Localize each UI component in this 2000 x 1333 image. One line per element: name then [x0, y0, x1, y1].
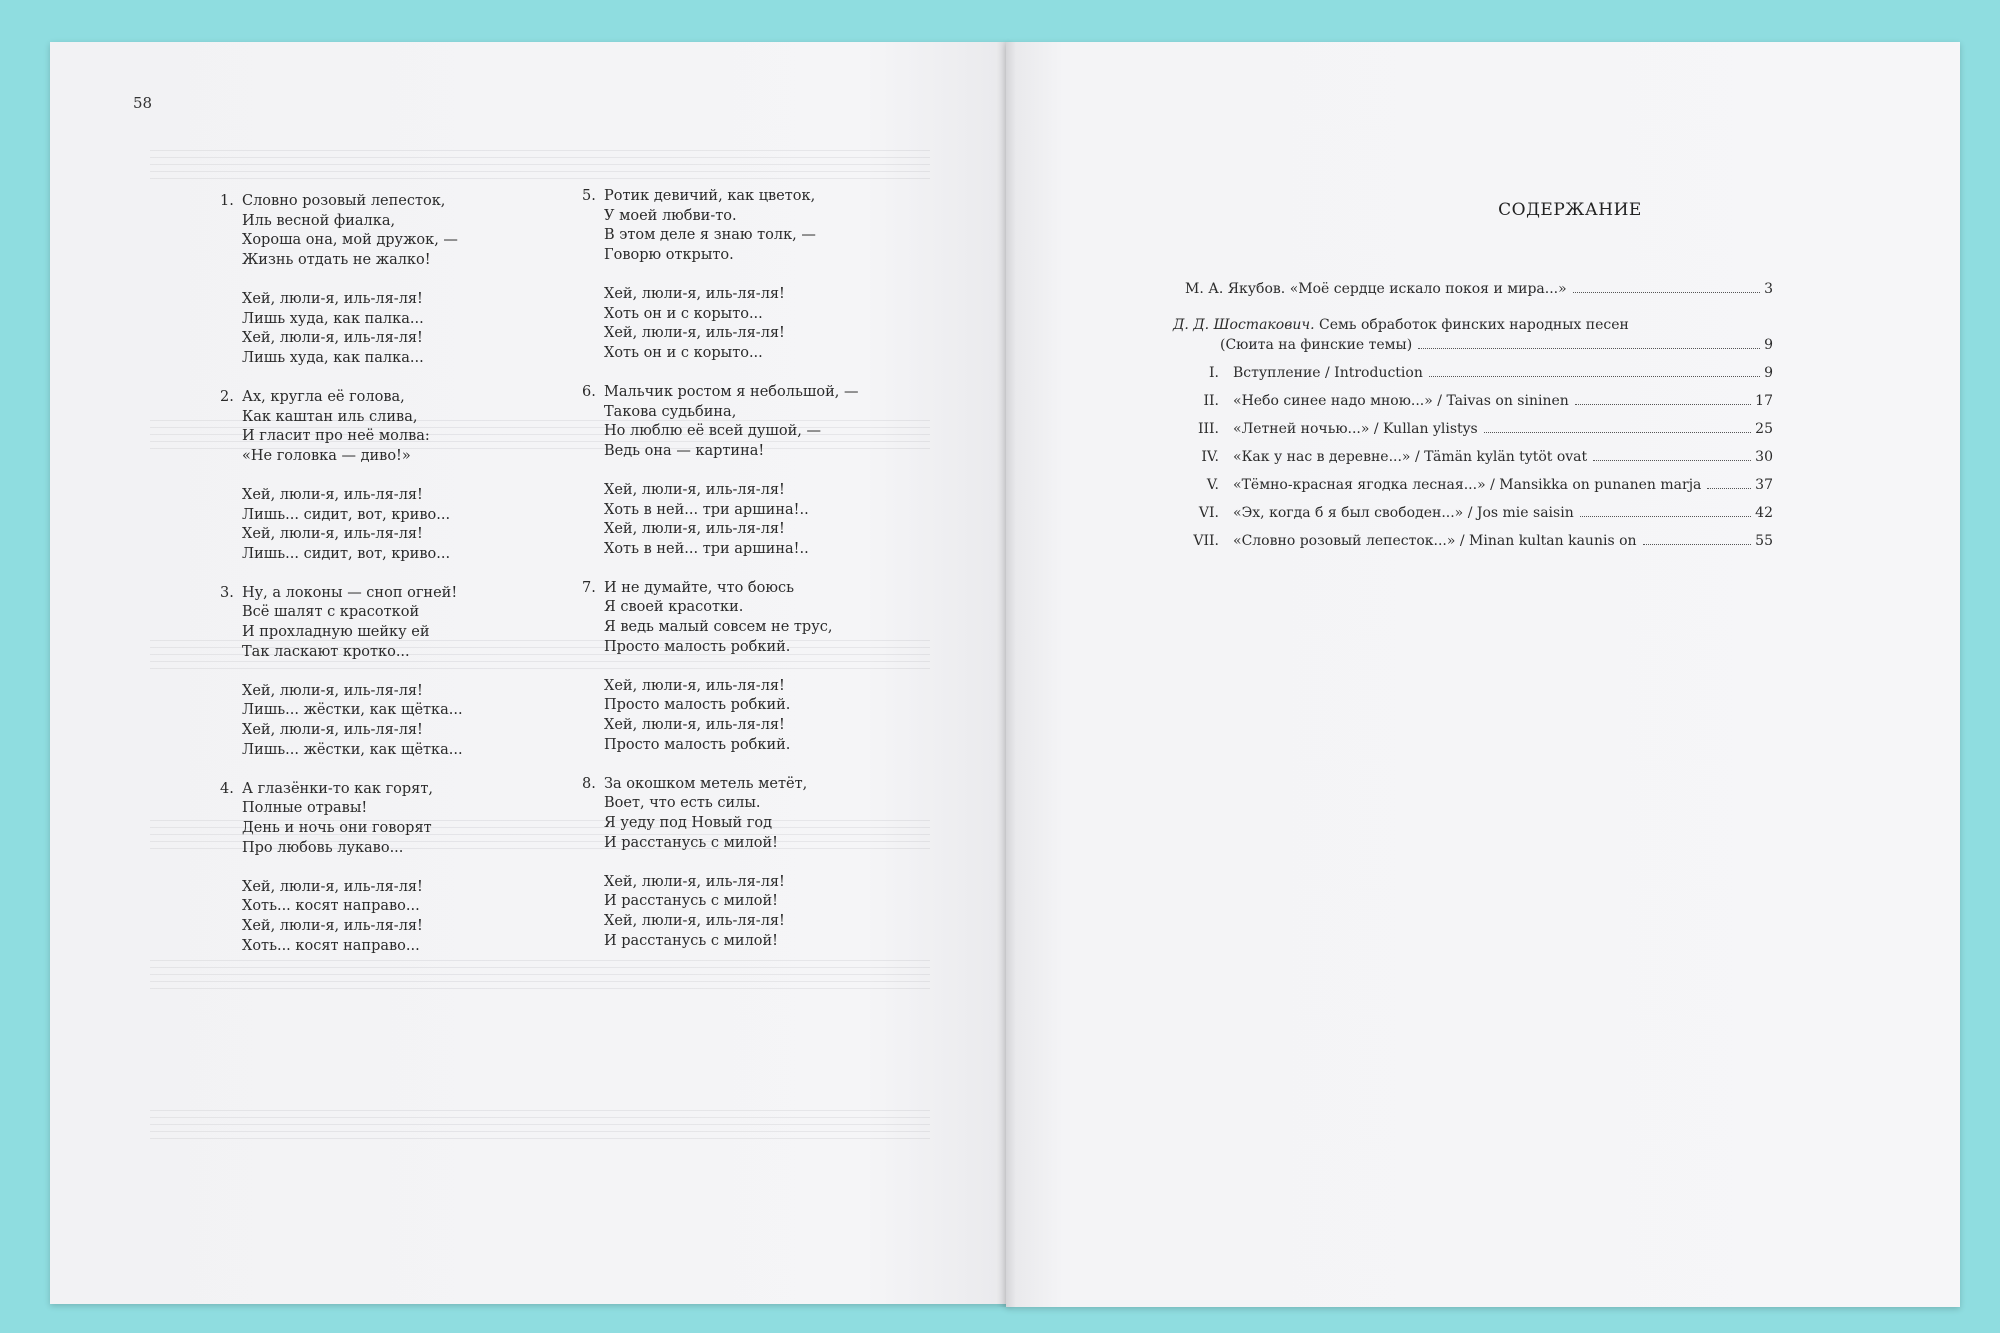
- stanza-gap: [220, 760, 463, 780]
- ghost-staff-line: [150, 1138, 930, 1139]
- refrain-text: Хей, люли-я, иль-ля-ля!: [242, 878, 423, 895]
- refrain-text: Хей, люли-я, иль-ля-ля!: [604, 912, 785, 929]
- toc-page: 3: [1764, 281, 1773, 297]
- refrain-text: Хей, люли-я, иль-ля-ля!: [604, 285, 785, 302]
- refrain-line: [582, 932, 858, 952]
- refrain-line: [582, 716, 858, 736]
- verse-line: [582, 207, 858, 227]
- contents-title: СОДЕРЖАНИЕ: [1498, 200, 1642, 220]
- verse-text: За окошком метель метёт,: [604, 775, 808, 792]
- toc-title-text: «Моё сердце искало покоя и мира...»: [1289, 281, 1567, 297]
- refrain-line: [582, 912, 858, 932]
- toc-roman-numeral: IV.: [1201, 449, 1219, 465]
- ghost-staff-line: [150, 967, 930, 968]
- leader-dots: [1575, 404, 1751, 405]
- refrain-text: Лишь худа, как палка...: [242, 349, 424, 366]
- verse-text: Говорю открыто.: [604, 246, 734, 263]
- verse-text: А глазёнки-то как горят,: [242, 780, 433, 797]
- verse-line: [582, 579, 858, 599]
- verse-line: [220, 623, 463, 643]
- verse-text: Словно розовый лепесток,: [242, 193, 446, 209]
- refrain-text: И расстанусь с милой!: [604, 932, 779, 949]
- refrain-line: [220, 349, 463, 369]
- refrain-line: [220, 878, 463, 898]
- leader-dots: [1429, 376, 1760, 377]
- verse-text: Так ласкают кротко...: [242, 643, 410, 660]
- stanza-gap: [220, 270, 463, 290]
- refrain-text: Хей, люли-я, иль-ля-ля!: [604, 717, 785, 734]
- refrain-text: Просто малость робкий.: [604, 697, 791, 714]
- ghost-staff-line: [150, 960, 930, 961]
- verse-text: Жизнь отдать не жалко!: [242, 251, 431, 268]
- lyrics-column-right: [582, 187, 858, 951]
- stanza-gap: [220, 564, 463, 584]
- toc-roman-numeral: VI.: [1198, 505, 1219, 521]
- refrain-text: Хей, люли-я, иль-ля-ля!: [604, 677, 785, 694]
- verse-line: [582, 442, 858, 462]
- toc-title-text: Семь обработок финских народных песен: [1319, 317, 1629, 333]
- refrain-line: [582, 677, 858, 697]
- verse-line: [582, 246, 858, 266]
- refrain-text: Хоть... косят направо...: [242, 937, 420, 954]
- refrain-line: [220, 486, 463, 506]
- toc-item[interactable]: [1163, 365, 1773, 381]
- toc-roman-numeral: VII.: [1193, 533, 1219, 549]
- verse-number: 5.: [582, 188, 596, 204]
- ghost-staff-line: [150, 150, 930, 151]
- verse-line: [220, 603, 463, 623]
- verse-line: [582, 775, 858, 795]
- verse-number: 2.: [220, 388, 234, 405]
- verse-number: 4.: [220, 780, 234, 797]
- toc-author: Д. Д. Шостакович.: [1173, 317, 1315, 333]
- verse-line: [582, 598, 858, 618]
- refrain-line: [582, 501, 858, 521]
- refrain-text: Хей, люли-я, иль-ля-ля!: [242, 917, 423, 934]
- verse-text: В этом деле я знаю толк, —: [604, 227, 816, 244]
- leader-dots: [1418, 348, 1760, 349]
- refrain-line: [220, 917, 463, 937]
- refrain-text: Лишь худа, как палка...: [242, 310, 424, 327]
- verse-number: 8.: [582, 775, 596, 792]
- ghost-staff-line: [150, 1110, 930, 1111]
- toc-page: 37: [1755, 477, 1773, 493]
- refrain-line: [582, 305, 858, 325]
- verse-line: [220, 427, 463, 447]
- toc-roman-numeral: II.: [1203, 393, 1219, 409]
- verse-line: [582, 814, 858, 834]
- stanza-gap: [220, 662, 463, 682]
- verse-text: Но люблю её всей душой, —: [604, 423, 821, 440]
- toc-item[interactable]: [1163, 477, 1773, 493]
- refrain-text: Хоть он и с корыто...: [604, 305, 763, 322]
- verse-text: Ротик девичий, как цветок,: [604, 188, 816, 204]
- toc-page: 9: [1764, 337, 1773, 353]
- toc-entry-yakubov[interactable]: [1185, 281, 1773, 297]
- verse-line: [220, 799, 463, 819]
- stanza-gap: [582, 755, 858, 775]
- verse-line: [220, 584, 463, 604]
- toc-item-title: Вступление / Introduction: [1233, 365, 1423, 381]
- refrain-text: Хей, люли-я, иль-ля-ля!: [604, 873, 785, 890]
- refrain-line: [220, 701, 463, 721]
- verse-line: [582, 834, 858, 854]
- refrain-line: [220, 897, 463, 917]
- verse-line: [582, 403, 858, 423]
- verse-text: Я ведь малый совсем не трус,: [604, 619, 833, 636]
- verse-line: [582, 618, 858, 638]
- verse-line: [582, 226, 858, 246]
- verse-text: И гласит про неё молва:: [242, 428, 430, 445]
- refrain-line: [220, 721, 463, 741]
- verse-text: Иль весной фиалка,: [242, 212, 396, 229]
- stanza-gap: [582, 853, 858, 873]
- refrain-line: [582, 736, 858, 756]
- toc-item[interactable]: [1163, 393, 1773, 409]
- verse-line: [582, 638, 858, 658]
- refrain-text: Лишь... жёстки, как щётка...: [242, 741, 463, 758]
- leader-dots: [1484, 432, 1751, 433]
- ghost-staff-line: [150, 1124, 930, 1125]
- verse-number: 7.: [582, 579, 596, 596]
- refrain-text: Хей, люли-я, иль-ля-ля!: [604, 521, 785, 538]
- verse-line: [220, 408, 463, 428]
- ghost-staff-line: [150, 1131, 930, 1132]
- toc-page: 9: [1764, 365, 1773, 381]
- toc-roman-numeral: V.: [1206, 477, 1219, 493]
- verse-number: 6.: [582, 383, 596, 400]
- verse-line: [582, 383, 858, 403]
- ghost-staff-line: [150, 981, 930, 982]
- verse-line: [220, 192, 463, 212]
- toc-item-title: «Словно розовый лепесток...» / Minan kultan kaunis on: [1233, 533, 1637, 549]
- verse-line: [220, 251, 463, 271]
- ghost-staff-line: [150, 157, 930, 158]
- refrain-line: [220, 329, 463, 349]
- leader-dots: [1643, 544, 1752, 545]
- verse-text: Мальчик ростом я небольшой, —: [604, 383, 859, 400]
- verse-text: Я уеду под Новый год: [604, 815, 773, 831]
- leader-dots: [1593, 460, 1751, 461]
- refrain-line: [582, 892, 858, 912]
- verse-text: Хороша она, мой дружок, —: [242, 232, 458, 249]
- refrain-text: Просто малость робкий.: [604, 736, 791, 753]
- stanza-gap: [582, 559, 858, 579]
- verse-text: Как каштан иль слива,: [242, 408, 418, 425]
- verse-text: И прохладную шейку ей: [242, 624, 430, 641]
- stanza-gap: [582, 265, 858, 285]
- toc-entry-shostakovich[interactable]: [1173, 317, 1629, 333]
- refrain-line: [220, 937, 463, 957]
- ghost-staff-line: [150, 178, 930, 179]
- toc-item[interactable]: [1163, 421, 1773, 437]
- leader-dots: [1707, 488, 1751, 489]
- verse-line: [582, 187, 858, 207]
- verse-text: Я своей красотки.: [604, 599, 744, 616]
- refrain-line: [220, 506, 463, 526]
- verse-line: [220, 447, 463, 467]
- refrain-line: [582, 481, 858, 501]
- toc-roman-numeral: I.: [1209, 365, 1219, 381]
- refrain-line: [220, 290, 463, 310]
- verse-line: [220, 643, 463, 663]
- stanza-gap: [582, 461, 858, 481]
- verse-line: [582, 422, 858, 442]
- verse-text: Ах, кругла её голова,: [242, 388, 405, 405]
- stanza-gap: [220, 466, 463, 486]
- left-page: [50, 42, 1010, 1304]
- toc-page: 30: [1755, 449, 1773, 465]
- toc-page: 55: [1755, 533, 1773, 549]
- refrain-text: Хоть в ней... три аршина!..: [604, 501, 809, 518]
- toc-item-title: «Небо синее надо мною...» / Taivas on sininen: [1233, 393, 1569, 409]
- verse-text: Воет, что есть силы.: [604, 795, 761, 812]
- verse-line: [220, 212, 463, 232]
- verse-text: Просто малость робкий.: [604, 638, 791, 655]
- refrain-text: Хей, люли-я, иль-ля-ля!: [242, 722, 423, 739]
- refrain-text: Хей, люли-я, иль-ля-ля!: [242, 486, 423, 503]
- refrain-line: [220, 525, 463, 545]
- refrain-text: Лишь... сидит, вот, криво...: [242, 545, 451, 562]
- verse-text: День и ночь они говорят: [242, 820, 432, 836]
- refrain-line: [582, 324, 858, 344]
- refrain-line: [220, 310, 463, 330]
- ghost-staff-line: [150, 974, 930, 975]
- refrain-text: Хоть в ней... три аршина!..: [604, 540, 809, 557]
- refrain-text: И расстанусь с милой!: [604, 893, 779, 910]
- refrain-text: Хей, люли-я, иль-ля-ля!: [604, 325, 785, 342]
- ghost-staff-line: [150, 164, 930, 165]
- verse-line: [220, 819, 463, 839]
- verse-text: «Не головка — диво!»: [242, 447, 411, 464]
- verse-line: [220, 231, 463, 251]
- ghost-staff-line: [150, 171, 930, 172]
- stanza-gap: [582, 657, 858, 677]
- ghost-staff-line: [150, 988, 930, 989]
- refrain-text: Лишь... сидит, вот, криво...: [242, 506, 451, 523]
- refrain-line: [582, 540, 858, 560]
- verse-text: Такова судьбина,: [604, 403, 737, 420]
- refrain-line: [582, 344, 858, 364]
- verse-number: 1.: [220, 193, 234, 209]
- lyrics-column-left: [220, 192, 463, 956]
- toc-item-title: «Как у нас в деревне...» / Tämän kylän tytöt ovat: [1233, 449, 1588, 465]
- verse-text: И расстанусь с милой!: [604, 834, 779, 851]
- refrain-text: Хей, люли-я, иль-ля-ля!: [242, 290, 423, 307]
- toc-author: М. А. Якубов.: [1185, 281, 1286, 297]
- verse-line: [582, 794, 858, 814]
- refrain-line: [582, 873, 858, 893]
- refrain-line: [220, 545, 463, 565]
- verse-text: Полные отравы!: [242, 800, 368, 817]
- refrain-text: Хей, люли-я, иль-ля-ля!: [242, 330, 423, 347]
- verse-number: 3.: [220, 584, 234, 601]
- ghost-staff-line: [150, 1117, 930, 1118]
- stanza-gap: [220, 858, 463, 878]
- leader-dots: [1573, 292, 1760, 293]
- page-number: 58: [133, 94, 153, 112]
- refrain-text: Хоть... косят направо...: [242, 898, 420, 915]
- toc-item-title: «Эх, когда б я был свободен...» / Jos mie saisin: [1233, 505, 1574, 521]
- verse-line: [220, 839, 463, 859]
- toc-page: 42: [1755, 505, 1773, 521]
- toc-entry-shostakovich-line2[interactable]: [1220, 337, 1773, 353]
- refrain-text: Лишь... жёстки, как щётка...: [242, 702, 463, 719]
- refrain-line: [582, 520, 858, 540]
- verse-line: [220, 780, 463, 800]
- toc-subtitle: (Сюита на финские темы): [1220, 337, 1413, 353]
- leader-dots: [1580, 516, 1751, 517]
- toc-page: 25: [1755, 421, 1773, 437]
- stanza-gap: [582, 363, 858, 383]
- refrain-text: Хей, люли-я, иль-ля-ля!: [242, 682, 423, 699]
- stanza-gap: [220, 368, 463, 388]
- toc-item[interactable]: [1163, 449, 1773, 465]
- verse-text: Про любовь лукаво...: [242, 839, 404, 856]
- verse-text: И не думайте, что боюсь: [604, 579, 795, 596]
- refrain-text: Хей, люли-я, иль-ля-ля!: [242, 526, 423, 543]
- book-spine: [996, 42, 1016, 1307]
- refrain-text: Хоть он и с корыто...: [604, 344, 763, 361]
- right-page: [1006, 42, 1960, 1307]
- verse-line: [220, 388, 463, 408]
- refrain-text: Хей, люли-я, иль-ля-ля!: [604, 481, 785, 498]
- toc-roman-numeral: III.: [1197, 421, 1219, 437]
- verse-text: У моей любви-то.: [604, 207, 737, 224]
- refrain-line: [582, 696, 858, 716]
- toc-page: 17: [1755, 393, 1773, 409]
- refrain-line: [220, 741, 463, 761]
- refrain-line: [582, 285, 858, 305]
- verse-text: Ведь она — картина!: [604, 442, 765, 459]
- toc-item-title: «Тёмно-красная ягодка лесная...» / Mansikka on punanen marja: [1233, 477, 1702, 493]
- refrain-line: [220, 682, 463, 702]
- verse-text: Ну, а локоны — сноп огней!: [242, 584, 458, 601]
- toc-item[interactable]: [1163, 533, 1773, 549]
- toc-item[interactable]: [1163, 505, 1773, 521]
- verse-text: Всё шалят с красоткой: [242, 604, 420, 621]
- toc-item-title: «Летней ночью...» / Kullan ylistys: [1233, 421, 1478, 437]
